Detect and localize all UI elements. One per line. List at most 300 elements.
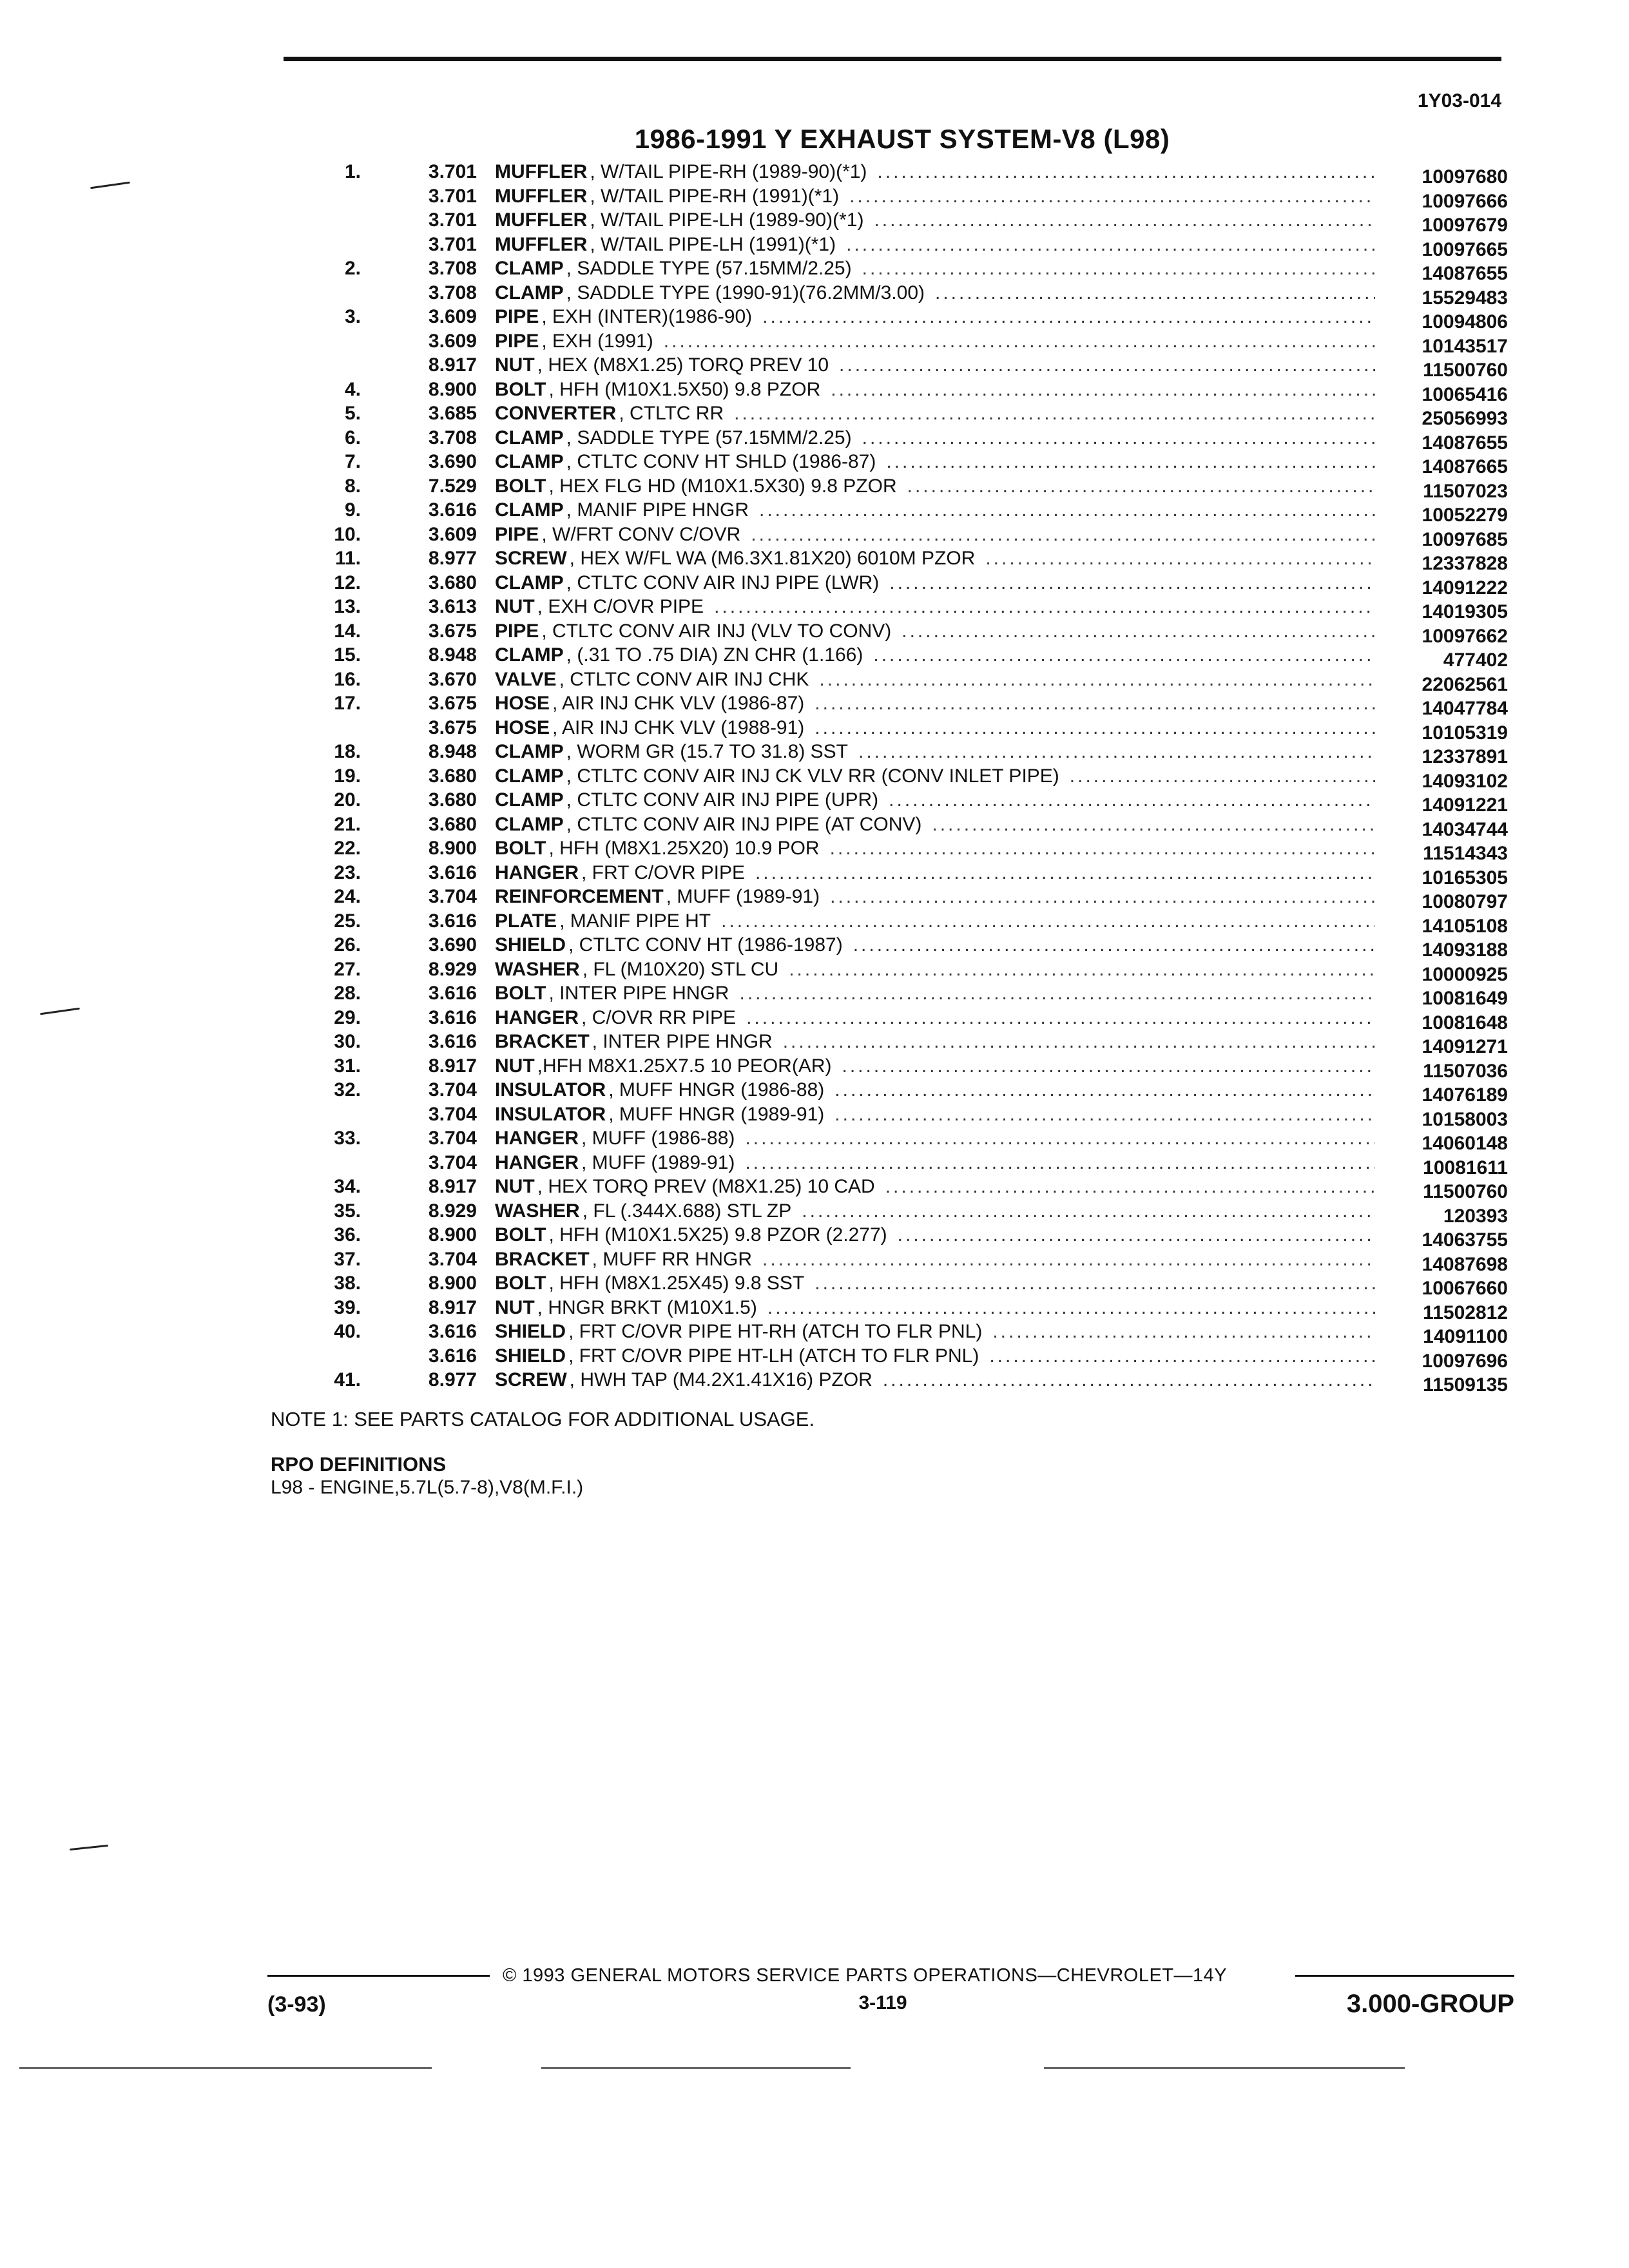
leader-dots [834, 1104, 1375, 1126]
group-number: 3.613 [428, 596, 477, 617]
leader-dots [889, 572, 1375, 594]
part-number: 10097662 [1422, 625, 1508, 647]
part-number: 10081648 [1422, 1012, 1508, 1033]
group-number: 3.616 [428, 1006, 477, 1028]
ref-number: 13. [334, 596, 361, 617]
part-name: PIPE [495, 523, 539, 545]
margin-mark [70, 1845, 108, 1850]
group-number: 3.704 [428, 1151, 477, 1173]
part-description [495, 451, 1379, 473]
part-detail: ,HFH M8X1.25X7.5 10 PEOR(AR) [537, 1055, 832, 1077]
part-number: 14076189 [1422, 1084, 1508, 1106]
part-row [284, 403, 1508, 427]
leader-dots [853, 934, 1375, 956]
part-row [284, 741, 1508, 765]
part-description [495, 1031, 1379, 1053]
part-row [284, 1345, 1508, 1370]
part-description [495, 1321, 1379, 1343]
part-row [284, 862, 1508, 887]
ref-number: 27. [334, 958, 361, 980]
part-row [284, 789, 1508, 814]
part-detail: , C/OVR RR PIPE [581, 1006, 737, 1028]
ref-number: 29. [334, 1006, 361, 1028]
leader-dots [842, 1055, 1375, 1077]
part-number: 14063755 [1422, 1229, 1508, 1251]
leader-dots [819, 669, 1375, 691]
leader-dots [767, 1297, 1375, 1319]
group-number: 3.680 [428, 572, 477, 593]
scan-edge-line [1044, 2067, 1405, 2069]
ref-number: 28. [334, 983, 361, 1004]
part-row [284, 910, 1508, 935]
part-number: 11514343 [1423, 843, 1508, 864]
ref-number: 32. [334, 1079, 361, 1100]
leader-dots [762, 1249, 1375, 1271]
part-row [284, 886, 1508, 910]
part-name: SHIELD [495, 1321, 566, 1342]
part-detail: , MUFF (1986-88) [581, 1128, 735, 1149]
ref-number: 16. [334, 668, 361, 690]
leader-dots [831, 379, 1375, 401]
part-number: 10097680 [1422, 166, 1508, 187]
part-row [284, 499, 1508, 524]
margin-mark [40, 1008, 80, 1015]
part-name: MUFFLER [495, 185, 588, 207]
leader-dots [874, 209, 1375, 231]
part-row [284, 1176, 1508, 1200]
part-name: CLAMP [495, 741, 564, 762]
group-number: 3.708 [428, 258, 477, 279]
group-number: 3.708 [428, 282, 477, 303]
leader-dots [745, 1152, 1375, 1174]
footer-rule-right [1295, 1975, 1514, 1977]
part-row [284, 1273, 1508, 1297]
leader-dots [858, 741, 1375, 763]
part-number: 11502812 [1423, 1302, 1508, 1323]
part-name: CLAMP [495, 258, 564, 279]
part-row [284, 1297, 1508, 1321]
part-name: BRACKET [495, 1031, 590, 1052]
group-number: 3.690 [428, 934, 477, 956]
part-description [495, 1176, 1379, 1198]
part-detail: , MANIF PIPE HNGR [566, 499, 749, 521]
part-name: SCREW [495, 548, 567, 569]
part-description [495, 1079, 1379, 1101]
group-number: 3.701 [428, 233, 477, 255]
ref-number: 2. [344, 258, 361, 279]
part-name: PIPE [495, 620, 539, 642]
copyright-line: © 1993 GENERAL MOTORS SERVICE PARTS OPERATIONS—CHEVROLET—14Y [503, 1965, 1228, 1986]
part-number: 10105319 [1422, 722, 1508, 744]
part-number: 10081611 [1423, 1157, 1508, 1178]
part-number: 11507036 [1423, 1060, 1508, 1082]
part-number: 14091271 [1422, 1036, 1508, 1057]
part-detail: , WORM GR (15.7 TO 31.8) SST [566, 741, 848, 762]
part-description [495, 234, 1379, 256]
part-detail: , EXH (1991) [541, 330, 653, 352]
part-name: WASHER [495, 1200, 580, 1222]
group-number: 3.704 [428, 1128, 477, 1149]
leader-dots [885, 1176, 1375, 1198]
part-name: HOSE [495, 716, 550, 738]
part-row [284, 1104, 1508, 1128]
leader-dots [862, 258, 1375, 280]
leader-dots [989, 1345, 1375, 1367]
group-number: 3.704 [428, 886, 477, 907]
ref-number: 14. [334, 620, 361, 642]
part-number: 14087698 [1422, 1253, 1508, 1275]
part-number: 10080797 [1422, 891, 1508, 912]
part-number: 10097679 [1422, 215, 1508, 236]
leader-dots [932, 814, 1375, 836]
part-detail: , INTER PIPE HNGR [548, 983, 729, 1004]
part-description [495, 524, 1379, 546]
part-detail: , HFH (M10X1.5X25) 9.8 PZOR (2.277) [548, 1224, 887, 1245]
part-number: 10097666 [1422, 190, 1508, 212]
part-detail: , HEX (M8X1.25) TORQ PREV 10 [537, 354, 829, 376]
part-name: VALVE [495, 668, 557, 690]
part-description [495, 427, 1379, 449]
part-number: 14091100 [1423, 1326, 1508, 1347]
group-number: 3.675 [428, 620, 477, 642]
part-row [284, 693, 1508, 717]
part-number: 10052279 [1422, 505, 1508, 526]
part-description [495, 1200, 1379, 1222]
leader-dots [846, 234, 1375, 256]
part-detail: , W/TAIL PIPE-RH (1989-90)(*1) [590, 161, 867, 182]
group-number: 8.917 [428, 1176, 477, 1197]
group-number: 3.690 [428, 451, 477, 472]
ref-number: 35. [334, 1200, 361, 1222]
part-description [495, 1297, 1379, 1319]
part-description [495, 765, 1379, 787]
part-number: 10094806 [1422, 311, 1508, 332]
part-detail: , HEX FLG HD (M10X1.5X30) 9.8 PZOR [548, 475, 897, 497]
part-description [495, 910, 1379, 932]
group-number: 8.900 [428, 1273, 477, 1294]
scan-edge-line [19, 2067, 432, 2069]
ref-number: 15. [334, 644, 361, 666]
part-name: SHIELD [495, 934, 566, 956]
part-name: NUT [495, 1176, 535, 1197]
part-description [495, 186, 1379, 207]
part-detail: , EXH C/OVR PIPE [537, 596, 704, 617]
part-row [284, 186, 1508, 210]
part-row [284, 161, 1508, 186]
part-name: HANGER [495, 1151, 579, 1173]
part-name: NUT [495, 1055, 535, 1077]
part-name: NUT [495, 1296, 535, 1318]
part-name: HOSE [495, 693, 550, 714]
group-number: 3.701 [428, 209, 477, 231]
part-description [495, 814, 1379, 836]
part-description [495, 886, 1379, 908]
part-number: 10097696 [1422, 1350, 1508, 1372]
leader-dots [746, 1007, 1375, 1029]
part-number: 10097685 [1422, 528, 1508, 550]
part-number: 14034744 [1422, 818, 1508, 840]
rpo-definition: L98 - ENGINE,5.7L(5.7-8),V8(M.F.I.) [271, 1477, 584, 1498]
scan-edge-line [541, 2067, 851, 2069]
ref-number: 21. [334, 813, 361, 835]
group-number: 8.929 [428, 958, 477, 980]
part-name: CLAMP [495, 451, 564, 472]
leader-dots [759, 499, 1375, 521]
part-number: 14093102 [1422, 770, 1508, 792]
part-name: CLAMP [495, 765, 564, 787]
leader-dots [789, 959, 1375, 981]
part-description [495, 1152, 1379, 1174]
part-row [284, 1055, 1508, 1080]
ref-number: 10. [334, 523, 361, 545]
ref-number: 38. [334, 1273, 361, 1294]
group-number: 8.900 [428, 378, 477, 400]
part-detail: , W/FRT CONV C/OVR [541, 523, 741, 545]
part-row [284, 934, 1508, 959]
part-description [495, 669, 1379, 691]
part-detail: , MUFF HNGR (1986-88) [608, 1079, 825, 1100]
part-description [495, 596, 1379, 618]
part-description [495, 693, 1379, 715]
part-detail: , SADDLE TYPE (57.15MM/2.25) [566, 427, 852, 448]
leader-dots [745, 1128, 1375, 1149]
group-number: 8.977 [428, 548, 477, 569]
part-detail: , INTER PIPE HNGR [592, 1031, 773, 1052]
part-description [495, 499, 1379, 521]
part-row [284, 476, 1508, 500]
group-number: 3.708 [428, 427, 477, 448]
leader-dots [802, 1200, 1375, 1222]
part-description [495, 620, 1379, 642]
part-name: CONVERTER [495, 403, 617, 424]
part-row [284, 814, 1508, 838]
part-description [495, 403, 1379, 425]
part-name: INSULATOR [495, 1079, 606, 1100]
part-detail: , SADDLE TYPE (57.15MM/2.25) [566, 258, 852, 279]
part-number: 25056993 [1422, 408, 1508, 429]
leader-dots [985, 548, 1375, 570]
part-detail: , FRT C/OVR PIPE [581, 861, 745, 883]
ref-number: 12. [334, 572, 361, 593]
group-number: 3.616 [428, 983, 477, 1004]
part-row [284, 1128, 1508, 1152]
margin-mark [90, 182, 130, 189]
part-name: BOLT [495, 475, 546, 497]
part-row [284, 451, 1508, 476]
footer-page-number: 3-119 [858, 1992, 907, 2013]
ref-number: 41. [334, 1369, 361, 1390]
part-description [495, 1369, 1379, 1391]
part-row [284, 524, 1508, 548]
leader-dots [862, 427, 1375, 449]
group-number: 8.948 [428, 741, 477, 762]
leader-dots [883, 1369, 1375, 1391]
part-detail: , FRT C/OVR PIPE HT-LH (ATCH TO FLR PNL) [568, 1345, 979, 1367]
part-detail: , FRT C/OVR PIPE HT-RH (ATCH TO FLR PNL) [568, 1321, 983, 1342]
part-name: MUFFLER [495, 233, 588, 255]
part-row [284, 838, 1508, 862]
part-detail: , CTLTC CONV AIR INJ (VLV TO CONV) [541, 620, 892, 642]
part-detail: , FL (M10X20) STL CU [582, 958, 779, 980]
part-name: INSULATOR [495, 1103, 606, 1125]
ref-number: 4. [344, 378, 361, 400]
part-description [495, 258, 1379, 280]
leader-dots [1070, 765, 1375, 787]
part-name: BOLT [495, 1224, 546, 1245]
part-detail: , MUFF (1989-91) [581, 1151, 735, 1173]
part-detail: , MUFF HNGR (1989-91) [608, 1103, 825, 1125]
ref-number: 39. [334, 1296, 361, 1318]
part-description [495, 354, 1379, 376]
leader-dots [815, 1273, 1375, 1294]
part-detail: , HFH (M8X1.25X20) 10.9 POR [548, 838, 820, 859]
leader-dots [721, 910, 1375, 932]
part-name: MUFFLER [495, 161, 588, 182]
group-number: 3.680 [428, 765, 477, 787]
part-row [284, 983, 1508, 1007]
ref-number: 33. [334, 1128, 361, 1149]
part-number: 10097665 [1422, 238, 1508, 260]
part-detail: , MUFF RR HNGR [592, 1248, 752, 1270]
part-detail: , EXH (INTER)(1986-90) [541, 306, 753, 327]
ref-number: 37. [334, 1248, 361, 1270]
part-number: 14060148 [1422, 1133, 1508, 1154]
ref-number: 17. [334, 693, 361, 714]
part-row [284, 669, 1508, 693]
leader-dots [992, 1321, 1375, 1343]
leader-dots [830, 838, 1375, 860]
part-description [495, 1055, 1379, 1077]
part-name: REINFORCEMENT [495, 886, 664, 907]
part-number: 12337891 [1422, 746, 1508, 767]
part-name: CLAMP [495, 644, 564, 666]
part-detail: , CTLTC CONV AIR INJ PIPE (UPR) [566, 789, 879, 811]
part-name: PLATE [495, 910, 557, 932]
part-number: 10158003 [1422, 1108, 1508, 1130]
part-name: BOLT [495, 983, 546, 1004]
leader-dots [714, 596, 1375, 618]
part-number: 10000925 [1422, 963, 1508, 985]
part-detail: , HEX W/FL WA (M6.3X1.81X20) 6010M PZOR [569, 548, 976, 569]
leader-dots [901, 620, 1375, 642]
group-number: 3.701 [428, 185, 477, 207]
part-detail: , CTLTC CONV HT SHLD (1986-87) [566, 451, 876, 472]
part-detail: , CTLTC CONV AIR INJ CHK [559, 668, 809, 690]
part-number: 10067660 [1422, 1278, 1508, 1299]
part-number: 14087655 [1422, 263, 1508, 284]
part-number: 477402 [1443, 649, 1508, 671]
part-description [495, 379, 1379, 401]
group-number: 3.616 [428, 1321, 477, 1342]
group-number: 8.948 [428, 644, 477, 666]
part-detail: , HFH (M10X1.5X50) 9.8 PZOR [548, 378, 821, 400]
leader-dots [664, 331, 1375, 352]
group-number: 3.675 [428, 716, 477, 738]
group-number: 3.675 [428, 693, 477, 714]
part-number: 14105108 [1422, 915, 1508, 937]
group-number: 3.616 [428, 1031, 477, 1052]
part-number: 10065416 [1422, 383, 1508, 405]
group-number: 8.900 [428, 1224, 477, 1245]
part-description [495, 789, 1379, 811]
group-number: 8.929 [428, 1200, 477, 1222]
group-number: 8.900 [428, 838, 477, 859]
part-description [495, 838, 1379, 860]
part-description [495, 476, 1379, 497]
part-detail: , (.31 TO .75 DIA) ZN CHR (1.166) [566, 644, 863, 666]
group-number: 8.977 [428, 1369, 477, 1390]
part-name: CLAMP [495, 813, 564, 835]
ref-number: 19. [334, 765, 361, 787]
part-name: CLAMP [495, 499, 564, 521]
part-description [495, 1273, 1379, 1294]
part-row [284, 765, 1508, 790]
part-detail: , CTLTC CONV AIR INJ CK VLV RR (CONV INLET PIPE) [566, 765, 1059, 787]
part-detail: , AIR INJ CHK VLV (1988-91) [552, 716, 805, 738]
part-row [284, 548, 1508, 572]
part-description [495, 1249, 1379, 1271]
parts-list [284, 161, 1508, 1394]
part-row [284, 717, 1508, 742]
part-name: CLAMP [495, 789, 564, 811]
ref-number: 40. [334, 1321, 361, 1342]
ref-number: 24. [334, 886, 361, 907]
ref-number: 1. [344, 161, 361, 182]
group-number: 3.685 [428, 403, 477, 424]
part-description [495, 1104, 1379, 1126]
part-name: PIPE [495, 306, 539, 327]
leader-dots [830, 886, 1375, 908]
leader-dots [783, 1031, 1375, 1053]
page-title: 1986-1991 Y EXHAUST SYSTEM-V8 (L98) [634, 124, 1170, 154]
leader-dots [907, 476, 1375, 497]
part-description [495, 306, 1379, 328]
part-name: SCREW [495, 1369, 567, 1390]
leader-dots [898, 1224, 1375, 1246]
group-number: 7.529 [428, 475, 477, 497]
part-name: CLAMP [495, 572, 564, 593]
part-row [284, 306, 1508, 331]
ref-number: 36. [334, 1224, 361, 1245]
part-detail: , CTLTC CONV HT (1986-1987) [568, 934, 843, 956]
part-number: 11507023 [1423, 480, 1508, 502]
part-detail: , CTLTC CONV AIR INJ PIPE (AT CONV) [566, 813, 922, 835]
group-number: 8.917 [428, 354, 477, 376]
part-row [284, 620, 1508, 645]
part-number: 14093188 [1422, 939, 1508, 961]
group-number: 3.704 [428, 1103, 477, 1125]
ref-number: 7. [344, 451, 361, 472]
part-description [495, 572, 1379, 594]
ref-number: 3. [344, 306, 361, 327]
ref-number: 9. [344, 499, 361, 521]
ref-number: 25. [334, 910, 361, 932]
part-row [284, 379, 1508, 403]
footer-rule-left [267, 1975, 490, 1977]
part-name: NUT [495, 354, 535, 376]
ref-number: 34. [334, 1176, 361, 1197]
group-number: 3.609 [428, 523, 477, 545]
rpo-heading: RPO DEFINITIONS [271, 1453, 447, 1475]
part-row [284, 354, 1508, 379]
ref-number: 31. [334, 1055, 361, 1077]
part-detail: , HNGR BRKT (M10X1.5) [537, 1296, 757, 1318]
part-name: BOLT [495, 378, 546, 400]
leader-dots [839, 354, 1375, 376]
part-row [284, 1249, 1508, 1273]
part-description [495, 959, 1379, 981]
ref-number: 26. [334, 934, 361, 956]
